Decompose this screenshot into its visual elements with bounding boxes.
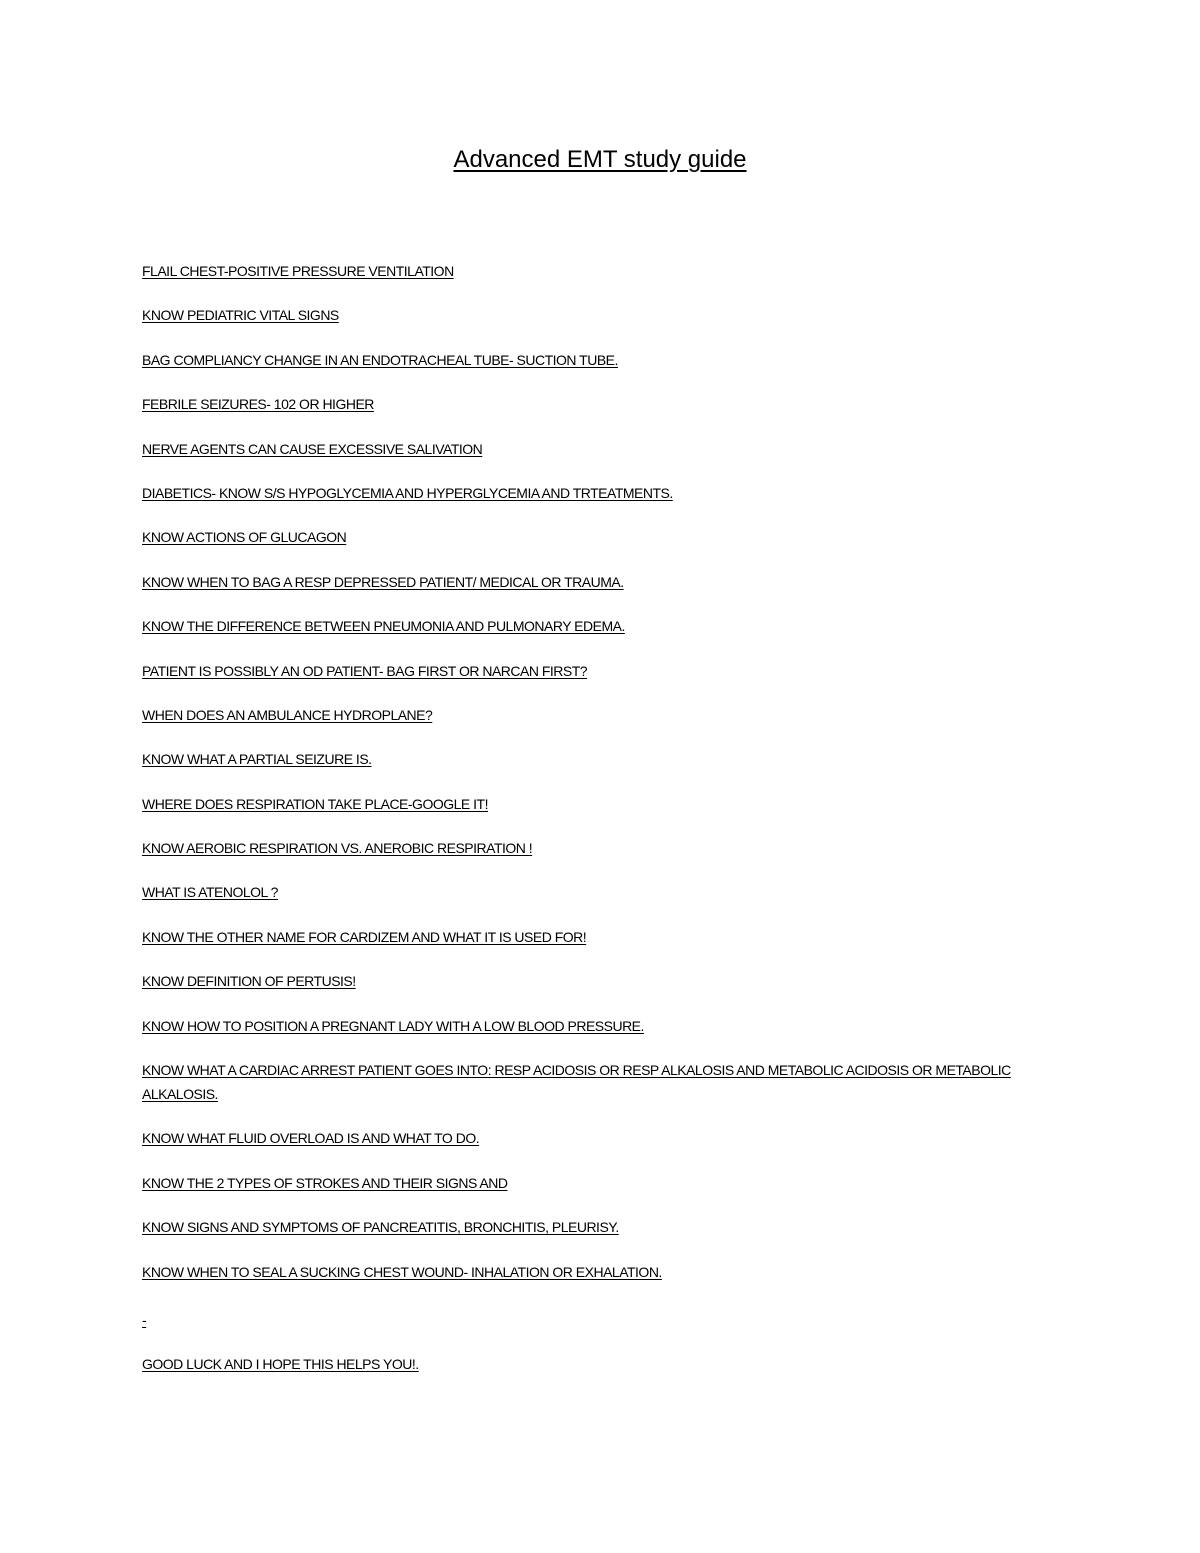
study-item: FEBRILE SEIZURES- 102 OR HIGHER	[142, 396, 374, 413]
document-title: Advanced EMT study guide	[453, 146, 747, 173]
study-item: KNOW WHAT FLUID OVERLOAD IS AND WHAT TO DO.	[142, 1130, 480, 1147]
study-item: PATIENT IS POSSIBLY AN OD PATIENT- BAG FIRST OR NARCAN FIRST?	[142, 662, 588, 679]
separator-dash: -	[142, 1311, 147, 1328]
study-item: KNOW DEFINITION OF PERTUSIS!	[142, 973, 356, 990]
study-item: KNOW WHEN TO SEAL A SUCKING CHEST WOUND- INHALATION OR EXHALATION.	[142, 1263, 662, 1280]
study-item: KNOW THE DIFFERENCE BETWEEN PNEUMONIA AND PULMONARY EDEMA.	[142, 618, 625, 635]
study-item: KNOW WHAT A CARDIAC ARREST PATIENT GOES INTO: RESP ACIDOSIS OR RESP ALKALOSIS AND METABOLIC ACIDOSIS OR METABOLIC ALKALOSIS.	[142, 1062, 1011, 1103]
study-item: KNOW AEROBIC RESPIRATION VS. ANEROBIC RESPIRATION !	[142, 840, 533, 857]
study-item: KNOW WHEN TO BAG A RESP DEPRESSED PATIENT/ MEDICAL OR TRAUMA.	[142, 573, 624, 590]
study-item: KNOW PEDIATRIC VITAL SIGNS	[142, 307, 339, 324]
study-item: KNOW THE OTHER NAME FOR CARDIZEM AND WHAT IT IS USED FOR!	[142, 928, 587, 945]
study-item: KNOW WHAT A PARTIAL SEIZURE IS.	[142, 751, 372, 768]
study-item-list	[142, 259, 1062, 1376]
study-item: KNOW ACTIONS OF GLUCAGON	[142, 529, 347, 546]
study-item: WHEN DOES AN AMBULANCE HYDROPLANE?	[142, 706, 433, 723]
closing-note: GOOD LUCK AND I HOPE THIS HELPS YOU!.	[142, 1355, 419, 1372]
study-item: WHAT IS ATENOLOL ?	[142, 884, 278, 901]
study-item: KNOW THE 2 TYPES OF STROKES AND THEIR SIGNS AND	[142, 1174, 508, 1191]
study-item: KNOW HOW TO POSITION A PREGNANT LADY WITH A LOW BLOOD PRESSURE.	[142, 1017, 644, 1034]
study-item: DIABETICS- KNOW S/S HYPOGLYCEMIA AND HYPERGLYCEMIA AND TRTEATMENTS.	[142, 484, 673, 501]
study-item: WHERE DOES RESPIRATION TAKE PLACE-GOOGLE IT!	[142, 795, 488, 812]
study-item: KNOW SIGNS AND SYMPTOMS OF PANCREATITIS, BRONCHITIS, PLEURISY.	[142, 1219, 619, 1236]
study-item: FLAIL CHEST-POSITIVE PRESSURE VENTILATION	[142, 263, 454, 279]
study-item: BAG COMPLIANCY CHANGE IN AN ENDOTRACHEAL TUBE- SUCTION TUBE.	[142, 351, 618, 368]
study-item: NERVE AGENTS CAN CAUSE EXCESSIVE SALIVATION	[142, 440, 483, 457]
